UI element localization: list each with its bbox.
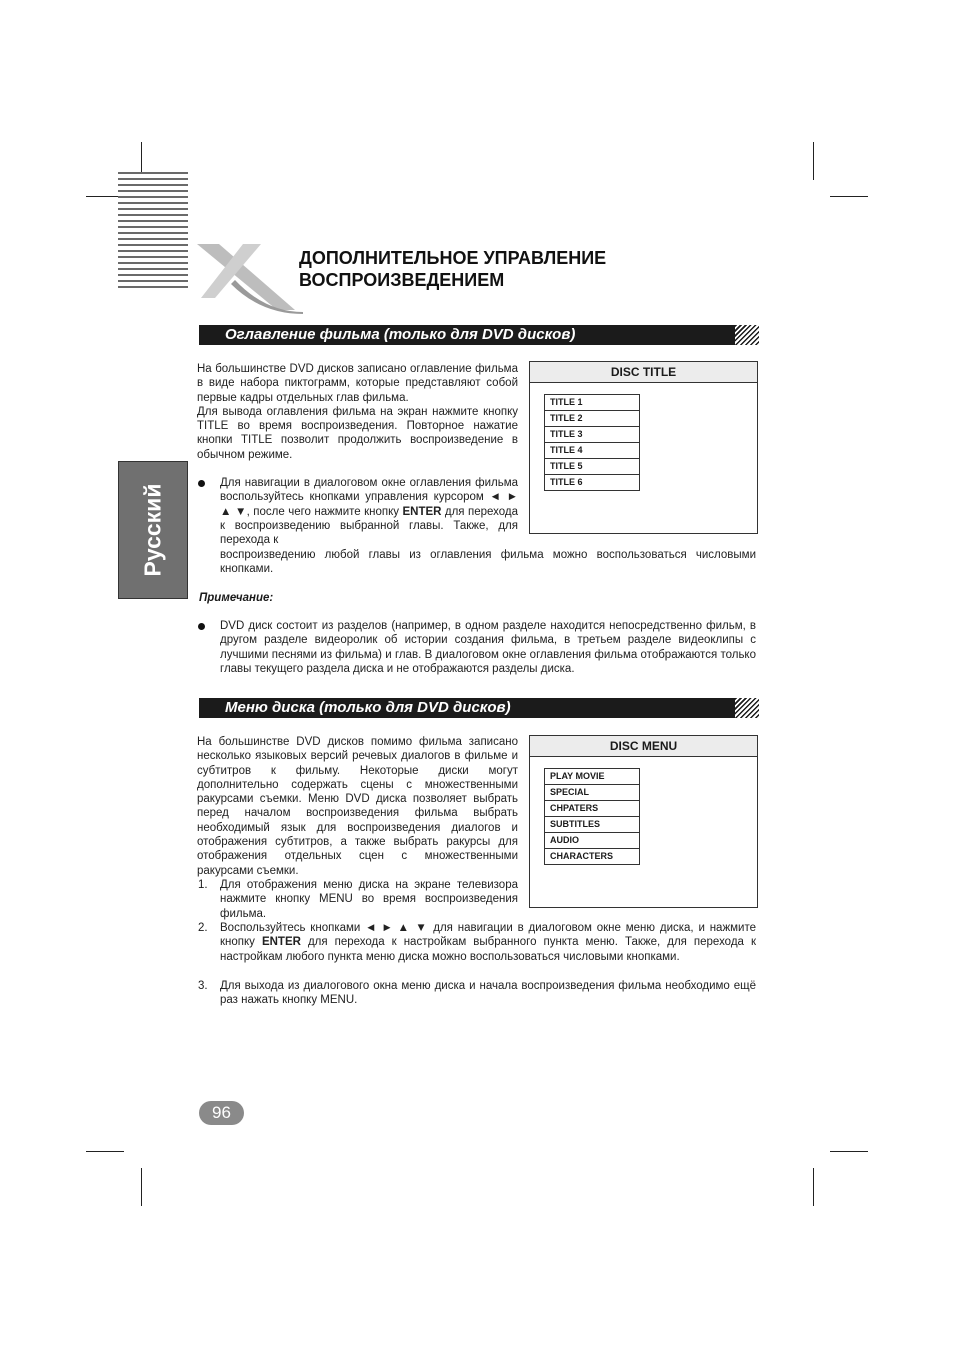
- decorative-stripes: [118, 172, 188, 292]
- brand-x-logo: [195, 240, 305, 315]
- section1-bullet-continuation: [220, 548, 756, 577]
- note-label: Примечание:: [199, 592, 274, 604]
- step-3-body: Для выхода из диалогового окна меню диска и начала воспроизведения фильма необходимо ещё раз нажать кнопку MENU.: [220, 980, 756, 1007]
- bullet-text-part2: для перехода к воспроизведению выбранной главы. Также, для перехода к: [220, 505, 519, 547]
- disc-menu-header: DISC MENU: [530, 736, 757, 757]
- section1-para2: Для вывода оглавления фильма на экран нажмите кнопку TITLE во время воспроизведения. Повторное нажатие кнопки TITLE позволит продолжить воспроизведение в обычном режиме.: [197, 405, 518, 461]
- title-item[interactable]: TITLE 1: [550, 397, 583, 407]
- section-heading-text: Оглавление фильма (только для DVD дисков): [225, 326, 576, 343]
- menu-item-play-movie[interactable]: PLAY MOVIE: [550, 771, 605, 781]
- title-item[interactable]: TITLE 6: [545, 474, 639, 490]
- step-2-part1: Воспользуйтесь кнопками ◄ ► ▲ ▼ для навигации в диалоговом окне меню диска, и нажмите кнопку: [220, 922, 756, 949]
- step-number: 3.: [198, 980, 208, 992]
- disc-menu-screen: [529, 735, 758, 908]
- section1-para1: На большинстве DVD дисков записано оглавление фильма в виде набора пиктограмм, которые представляют собой первые кадры отдельных глав фильма.: [197, 363, 518, 404]
- page-title-line2: ВОСПРОИЗВЕДЕНИЕМ: [299, 270, 505, 290]
- section-heading-text: Меню диска (только для DVD дисков): [225, 699, 511, 716]
- enter-key-label: ENTER: [402, 505, 442, 518]
- crop-mark: [86, 1151, 124, 1152]
- note-body: DVD диск состоит из разделов (например, в одном разделе находится непосредственно фильм, в другом разделе видеоролик об истории создания фильма, в третьем разделе видеоклипы с лучшими песнями из фильма) и глав. В диалоговом окне оглавления фильма отображаются только главы текущего раздела диска и не отображаются разделы диска.: [220, 620, 756, 675]
- disc-menu-list: [544, 768, 640, 865]
- disc-title-list: [544, 394, 640, 491]
- section1-bullet-text: [220, 476, 518, 547]
- title-item[interactable]: TITLE 4: [545, 442, 639, 458]
- menu-item-characters[interactable]: CHARACTERS: [545, 848, 639, 864]
- page-title: [299, 247, 606, 291]
- crop-mark: [141, 1168, 142, 1206]
- bullet-text-part3: воспроизведению любой главы из оглавления фильма можно воспользоваться числовыми кнопками.: [220, 549, 756, 576]
- disc-title-header: DISC TITLE: [530, 362, 757, 383]
- step-2-text: [220, 921, 756, 964]
- language-tab-label: Русский: [139, 483, 166, 577]
- section2-para1: На большинстве DVD дисков помимо фильма записано несколько языковых версий речевых диалогов в фильме и субтитров к фильму. Некоторые диски могут дополнительно содержать сцены с множественными ракурсами съемки. Меню DVD диска позволяет выбрать перед началом воспроизведения фильма выбрать необходимый язык для воспроизведения диалогов и отображения субтитров, а также выбрать ракурсы для отображения отдельных сцен с множественными ракурсами съемки.: [197, 736, 518, 877]
- menu-item-chapters[interactable]: CHPATERS: [545, 800, 639, 816]
- section2-paragraph: [197, 735, 518, 878]
- menu-item-subtitles[interactable]: SUBTITLES: [545, 816, 639, 832]
- step-number: 2.: [198, 922, 208, 934]
- bullet-icon: [198, 623, 205, 630]
- step-2-part2: для перехода к настройкам выбранного пункта меню. Также, для перехода к настройкам любого пункта меню диска можно воспользоваться числовыми кнопками.: [220, 936, 756, 963]
- bullet-icon: [198, 480, 205, 487]
- section-heading-disc-title: [199, 325, 759, 345]
- step-3-text: [220, 979, 756, 1008]
- page-title-line1: ДОПОЛНИТЕЛЬНОЕ УПРАВЛЕНИЕ: [299, 248, 607, 268]
- step-number: 1.: [198, 879, 208, 891]
- step-1-body: Для отображения меню диска на экране телевизора нажмите кнопку MENU во время воспроизведения фильма.: [220, 879, 518, 920]
- title-item[interactable]: TITLE 2: [545, 410, 639, 426]
- page-number: 96: [199, 1101, 244, 1125]
- menu-item-audio[interactable]: AUDIO: [545, 832, 639, 848]
- enter-key-label: ENTER: [261, 936, 301, 949]
- title-item[interactable]: TITLE 5: [545, 458, 639, 474]
- crop-mark: [813, 142, 814, 180]
- bullet-text-part1: Для навигации в диалоговом окне оглавления фильма воспользуйтесь кнопками управления курсором ◄ ► ▲ ▼, после чего нажмите кнопку: [220, 477, 518, 518]
- section-heading-disc-menu: [199, 698, 759, 718]
- crop-mark: [830, 196, 868, 197]
- language-tab: [118, 461, 188, 599]
- crop-mark: [813, 1168, 814, 1206]
- section1-paragraph-1: [197, 362, 518, 462]
- note-text: [220, 619, 756, 676]
- menu-item-special[interactable]: SPECIAL: [545, 784, 639, 800]
- section-bar-hatch: [735, 698, 759, 718]
- title-item[interactable]: TITLE 3: [545, 426, 639, 442]
- section-bar-hatch: [735, 325, 759, 345]
- disc-title-screen: [529, 361, 758, 534]
- step-1-text: [220, 878, 518, 921]
- crop-mark: [830, 1151, 868, 1152]
